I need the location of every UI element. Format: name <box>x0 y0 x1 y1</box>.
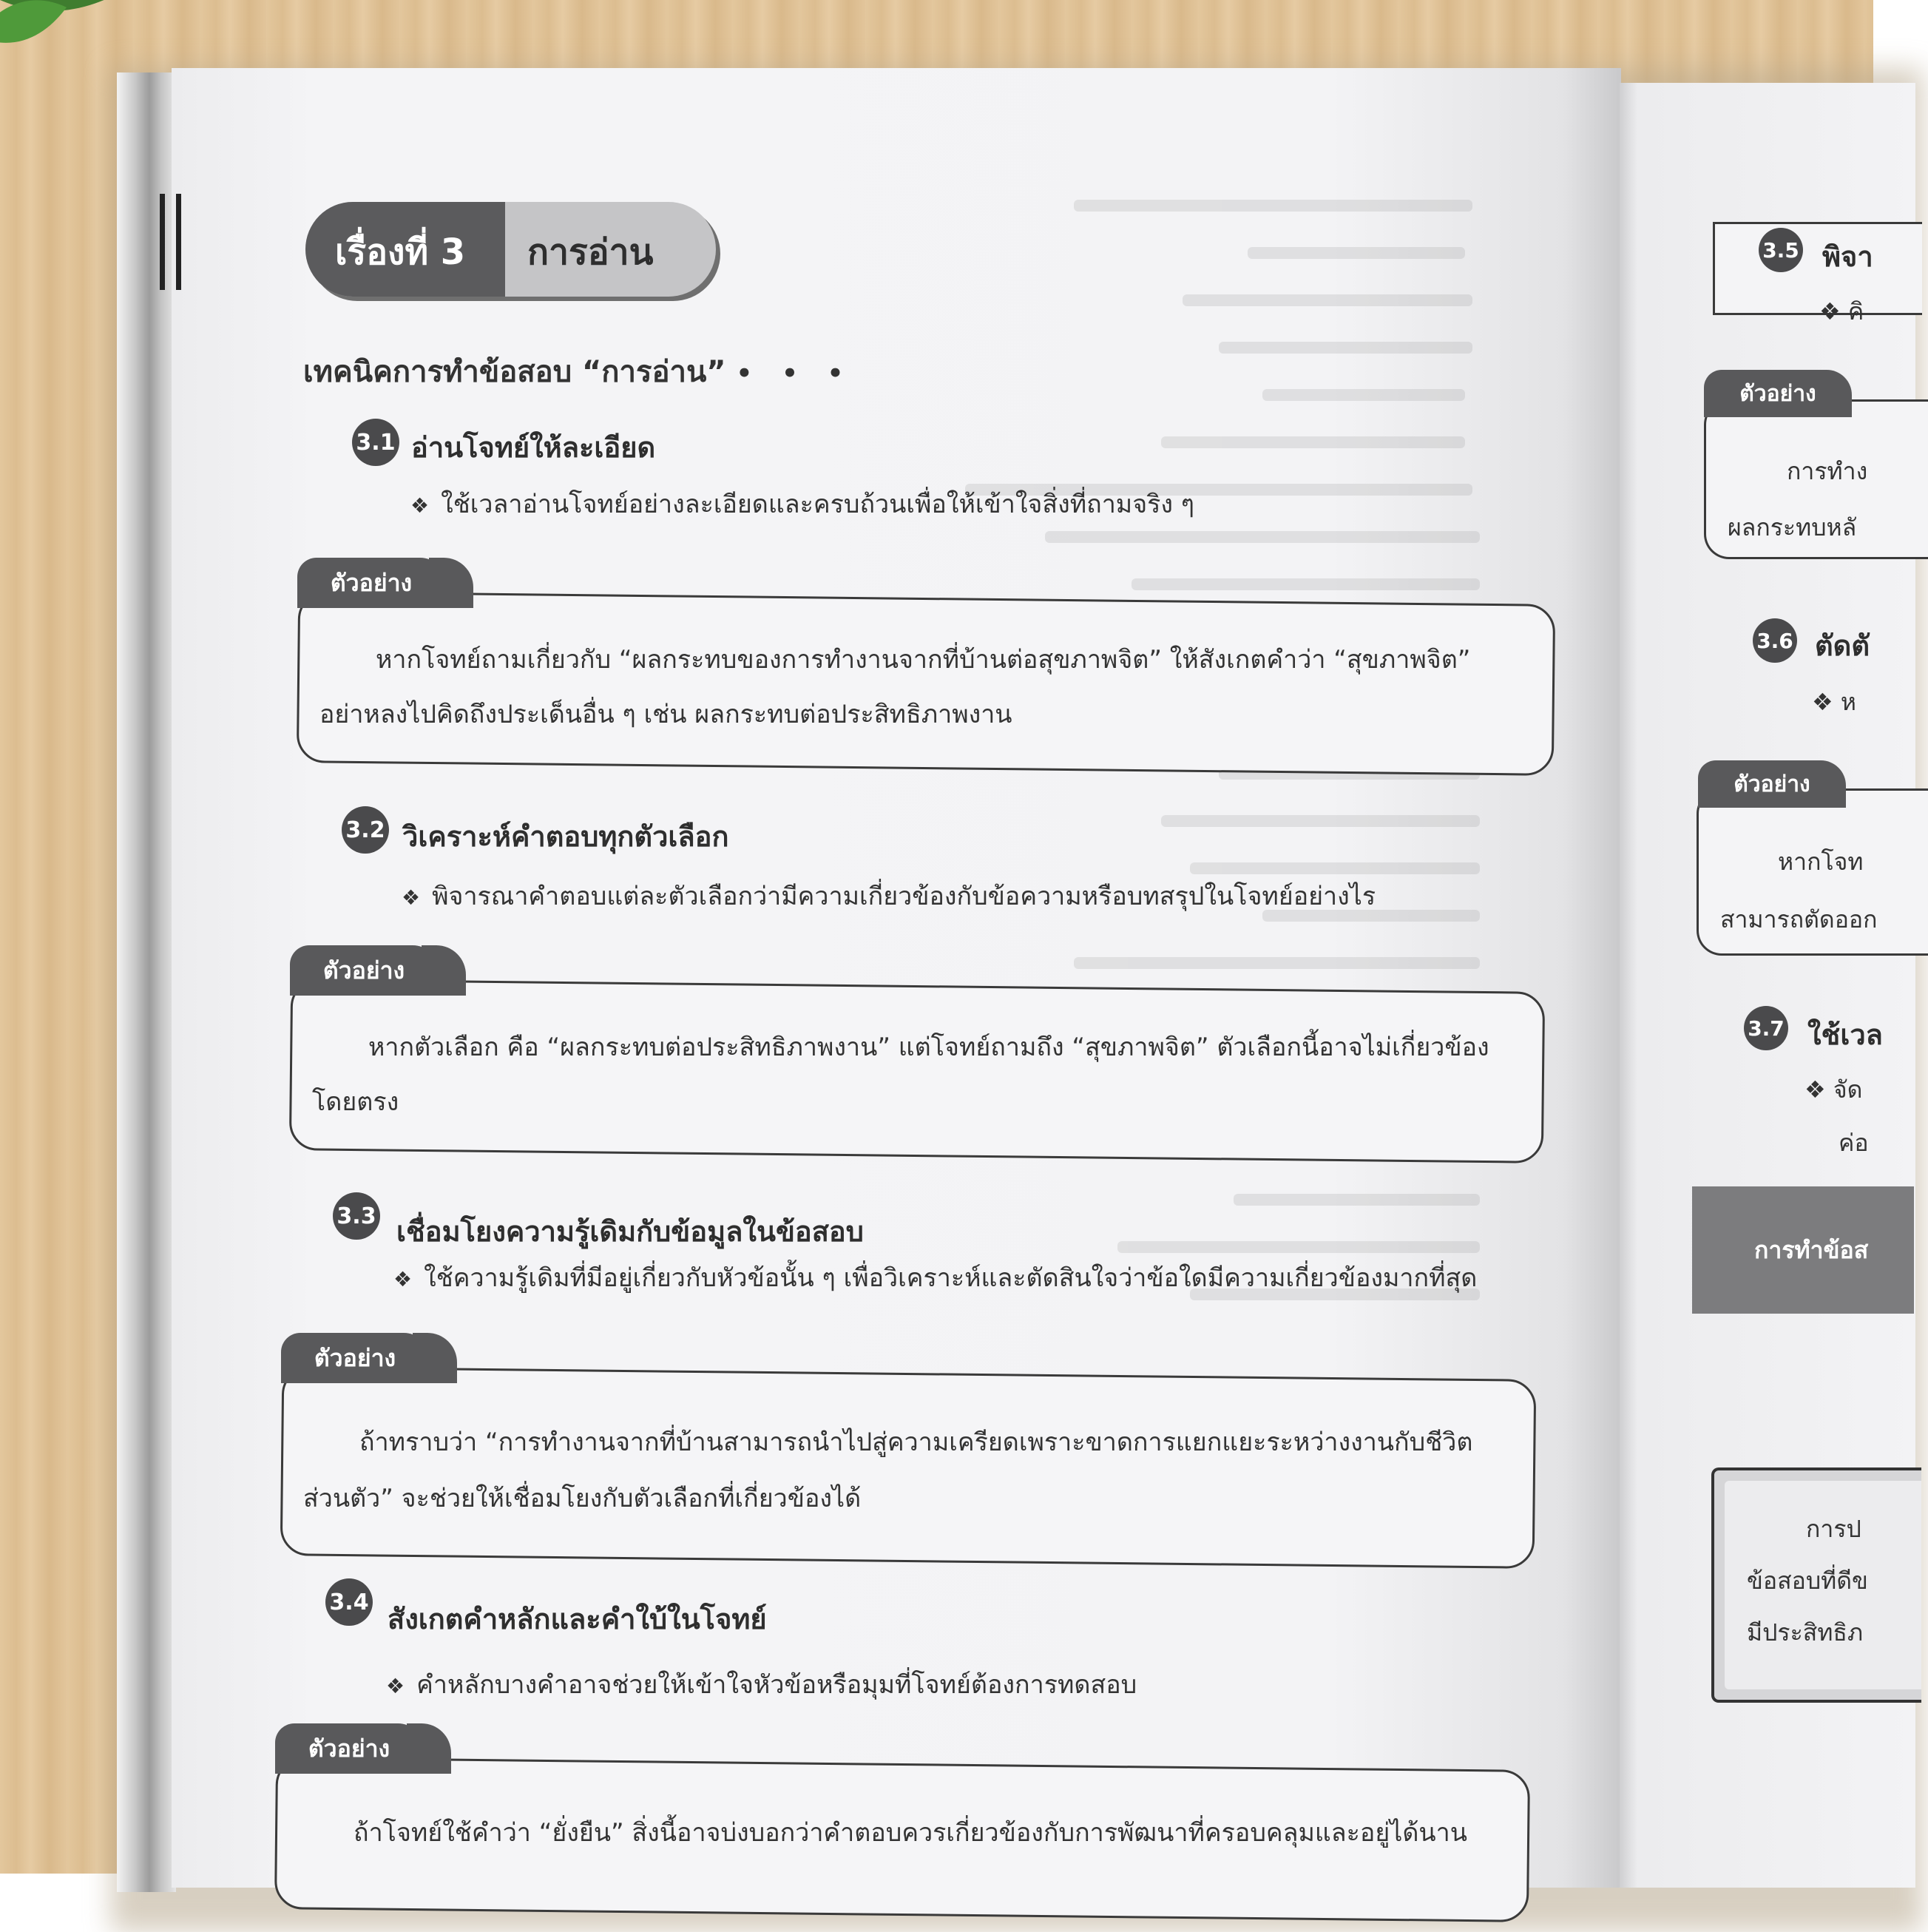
section-number-badge: 3.2 <box>342 806 389 854</box>
section-number-badge: 3.4 <box>325 1578 373 1626</box>
bullet-text: คำหลักบางคำอาจช่วยให้เข้าใจหัวข้อหรือมุมที่โจทย์ต้องการทดสอบ <box>416 1670 1137 1700</box>
bullet-icon: ❖ <box>1819 297 1841 325</box>
example-line: หากโจท <box>1778 848 1864 876</box>
bullet-text: พิจารณาคำตอบแต่ละตัวเลือกว่ามีความเกี่ยวข้องกับข้อความหรือบทสรุปในโจทย์อย่างไร <box>432 882 1376 911</box>
section-bullet <box>386 1664 1137 1704</box>
section-bullet <box>1804 1071 1862 1109</box>
bullet-icon: ❖ <box>393 1267 413 1291</box>
example-tab: ตัวอย่าง <box>297 558 445 608</box>
example-tab: ตัวอย่าง <box>1704 370 1852 417</box>
banner-text: การทำข้อส <box>1754 1235 1869 1264</box>
chapter-marker-bars <box>160 194 182 290</box>
example-line: โดยตรง <box>312 1087 399 1117</box>
section-title: เชื่อมโยงความรู้เดิมกับข้อมูลในข้อสอบ <box>396 1215 864 1248</box>
section-bullet <box>410 484 1194 524</box>
example-line: ผลกระทบหลั <box>1728 513 1857 541</box>
example-tab: ตัวอย่าง <box>275 1723 423 1774</box>
section-title: วิเคราะห์คำตอบทุกตัวเลือก <box>402 820 729 853</box>
example-box <box>275 1723 1532 1886</box>
bullet-text: คิ <box>1847 297 1864 325</box>
example-line: ถ้าโจทย์ใช้คำว่า “ยั่งยืน” สิ่งนี้อาจบ่งบอกว่าคำตอบควรเกี่ยวข้องกับการพัฒนาที่ครอบคลุมและอยู่ได้นาน <box>354 1818 1467 1848</box>
example-frame <box>289 979 1545 1163</box>
chapter-title: การอ่าน <box>527 232 654 273</box>
example-line: การทำง <box>1787 457 1868 485</box>
section-bullet <box>1812 683 1856 721</box>
bullet-icon: ❖ <box>1812 688 1833 716</box>
note-line: มีประสิทธิภ <box>1747 1618 1864 1646</box>
example-line: อย่าหลงไปคิดถึงประเด็นอื่น ๆ เช่น ผลกระทบต่อประสิทธิภาพงาน <box>319 700 1012 729</box>
section-title: พิจา <box>1822 240 1873 273</box>
section-number-badge: 3.5 <box>1759 228 1803 272</box>
example-line: ถ้าทราบว่า “การทำงานจากที่บ้านสามารถนำไปสู่ความเครียดเพราะขาดการแยกแยะระหว่างงานกับชีวิต <box>359 1428 1473 1457</box>
section-bullet <box>1819 293 1864 331</box>
example-tab: ตัวอย่าง <box>1698 760 1846 808</box>
summary-banner <box>1692 1186 1914 1314</box>
example-box <box>281 1333 1538 1577</box>
example-line: ส่วนตัว” จะช่วยให้เชื่อมโยงกับตัวเลือกที่เกี่ยวข้องได้ <box>303 1484 862 1513</box>
bullet-icon: ❖ <box>402 885 421 910</box>
chapter-number: เรื่องที่ 3 <box>335 232 466 273</box>
bullet-icon: ❖ <box>410 493 430 518</box>
right-section-frame <box>1713 222 1922 315</box>
section-number-badge: 3.7 <box>1744 1006 1788 1050</box>
bullet-text: จัด <box>1833 1075 1863 1104</box>
section-number-badge: 3.6 <box>1753 618 1797 663</box>
section-title: ใช้เวล <box>1807 1019 1883 1051</box>
bullet-continuation: ค่อ <box>1839 1129 1869 1157</box>
note-frame <box>1711 1467 1921 1703</box>
bullet-icon: ❖ <box>1804 1075 1826 1104</box>
example-tab: ตัวอย่าง <box>281 1333 429 1383</box>
section-number-badge: 3.1 <box>352 419 399 466</box>
bullet-text: ใช้เวลาอ่านโจทย์อย่างละเอียดและครบถ้วนเพื่อให้เข้าใจสิ่งที่ถามจริง ๆ <box>441 490 1195 519</box>
example-box <box>290 945 1547 1167</box>
section-heading <box>303 348 853 395</box>
bullet-icon: ❖ <box>386 1674 405 1698</box>
bullet-text: ใช้ความรู้เดิมที่มีอยู่เกี่ยวกับหัวข้อนั้น ๆ เพื่อวิเคราะห์และตัดสินใจว่าข้อใดมีความเกี่ยวข้องมากที่สุด <box>424 1263 1478 1293</box>
example-tab: ตัวอย่าง <box>290 945 438 996</box>
example-line: หากตัวเลือก คือ “ผลกระทบต่อประสิทธิภาพงาน” แต่โจทย์ถามถึง “สุขภาพจิต” ตัวเลือกนี้อาจไม่เกี่ยวข้อง <box>368 1033 1489 1062</box>
section-bullet <box>393 1257 1477 1297</box>
example-box <box>297 558 1555 780</box>
example-line: สามารถตัดออก <box>1720 905 1878 933</box>
note-line: ข้อสอบที่ดีข <box>1747 1567 1868 1595</box>
example-frame <box>297 591 1555 776</box>
bullet-text: ห <box>1840 688 1856 716</box>
section-title: อ่านโจทย์ให้ละเอียด <box>411 431 656 464</box>
example-frame <box>280 1366 1537 1569</box>
section-title: ตัดตั <box>1815 629 1870 662</box>
section-number-badge: 3.3 <box>333 1192 380 1240</box>
section-bullet <box>402 876 1376 916</box>
note-line: การป <box>1806 1515 1861 1543</box>
section-title: สังเกตคำหลักและคำใบ้ในโจทย์ <box>388 1603 767 1635</box>
example-line: หากโจทย์ถามเกี่ยวกับ “ผลกระทบของการทำงานจากที่บ้านต่อสุขภาพจิต” ให้สังเกตคำว่า “สุขภาพจิต” <box>376 645 1471 675</box>
page-edges <box>117 72 176 1892</box>
chapter-tab <box>305 202 716 297</box>
heading-dots: • • • <box>736 359 854 388</box>
heading-text: เทคนิคการทำข้อสอบ “การอ่าน” <box>303 355 726 389</box>
